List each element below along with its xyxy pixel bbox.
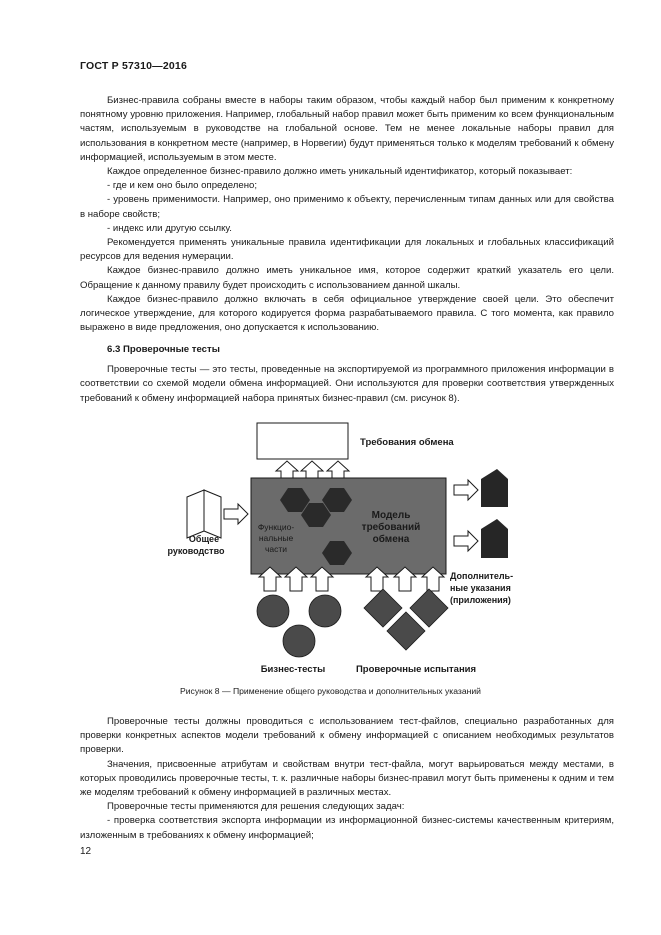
paragraph: Бизнес-правила собраны вместе в наборы таким образом, чтобы каждый набор был применим к конкретному понятному уровню приложения. Например, глобальный набор правил может быть применим ко всем функциональным частям, используемым в руководстве на глобальной основе. Тем не менее локальные наборы правил для использования в конкретном месте (например, в Норвегии) будут применяться только к моделям требований к обмену информацией, используемым в этом месте. (80, 95, 614, 163)
paragraph: Значения, присвоенные атрибутам и свойствам внутри тест-файла, могут варьироваться между местами, в которых проводились проверочные тесты, т. к. различные наборы бизнес-правил могут быть применены к одним и тем же моделям требований к обмену информацией в различных местах. (80, 758, 614, 799)
business-test-ball (283, 625, 315, 657)
general-label-line2: руководство (167, 546, 225, 556)
left-arrow-icon (454, 480, 478, 500)
business-test-ball (257, 595, 289, 627)
model-label-line1: Модель (371, 510, 411, 521)
business-test-ball (309, 595, 341, 627)
paragraph: Каждое бизнес-правило должно включать в себя официальное утверждение своей цели. Это обеспечит логическое утверждение, для которого кодируется форма разрабатываемого правила. С того момента, как правило выражено в виде предложения, оно допускается к использованию. (80, 293, 614, 334)
requirements-box (257, 423, 348, 459)
paragraph: Каждое определенное бизнес-правило должно иметь уникальный идентификатор, который показывает: (107, 166, 573, 178)
annex-icon (481, 469, 508, 507)
section-heading: 6.3 Проверочные тесты (107, 344, 220, 355)
list-item: - уровень применимости. Например, оно применимо к объекту, перечисленным типам данных или для свойства в наборе свойств; (80, 194, 614, 220)
left-arrow-icon (454, 531, 478, 551)
verification-label: Проверочные испытания (355, 664, 477, 675)
additional-label-line3: (приложения) (450, 595, 511, 605)
model-label-line3: обмена (372, 534, 410, 545)
general-label-line1: Общее (188, 534, 220, 544)
page-number: 12 (80, 846, 92, 857)
additional-label-line2: ные указания (450, 583, 511, 593)
func-label-line3: части (264, 544, 288, 554)
list-item: - где и кем оно было определено; (107, 180, 258, 192)
paragraph: Проверочные тесты должны проводиться с использованием тест-файлов, специально разработанных для проверки конкретных аспектов модели требований к обмену информацией с описанием необходимых результатов проверки. (80, 716, 614, 756)
document-header: ГОСТ Р 57310—2016 (80, 60, 188, 72)
list-item: - индекс или другую ссылку. (107, 222, 232, 234)
closing-text-block (80, 715, 614, 843)
paragraph: Проверочные тесты — это тесты, проведенные на экспортируемой из программного приложения информации в соответствии со схемой модели обмена информацией. Они используются для проверки соответствия утвержденных требований к обмену информацией набора принятых бизнес-правил (см. рисунок 8). (80, 364, 614, 404)
book-icon (187, 490, 204, 538)
figure-caption: Рисунок 8 — Применение общего руководства и дополнительных указаний (180, 686, 481, 696)
requirements-label: Требования обмена (360, 437, 454, 448)
paragraph: Рекомендуется применять уникальные правила идентификации для локальных и глобальных классификаций ресурсов для ведения нумерации. (80, 237, 614, 263)
paragraph: Проверочные тесты применяются для решения следующих задач: (107, 801, 405, 813)
paragraph: Каждое бизнес-правило должно иметь уникальное имя, которое содержит краткий указатель его цели. Обращение к данному правилу будет происходить с использованием данной шкалы. (80, 265, 614, 291)
func-label-line2: нальные (258, 533, 294, 543)
func-label-line1: Функцио- (257, 522, 295, 532)
annex-icon (481, 519, 508, 558)
model-label-line2: требований (361, 522, 421, 533)
right-arrow-icon (224, 504, 248, 524)
book-icon-page (204, 490, 221, 538)
list-item: - проверка соответствия экспорта информации из информационной бизнес-системы качественным критериям, изложенным в требованиях к обмену информацией; (80, 815, 614, 841)
business-tests-label: Бизнес-тесты (260, 664, 326, 675)
additional-label-line1: Дополнитель- (450, 571, 514, 581)
